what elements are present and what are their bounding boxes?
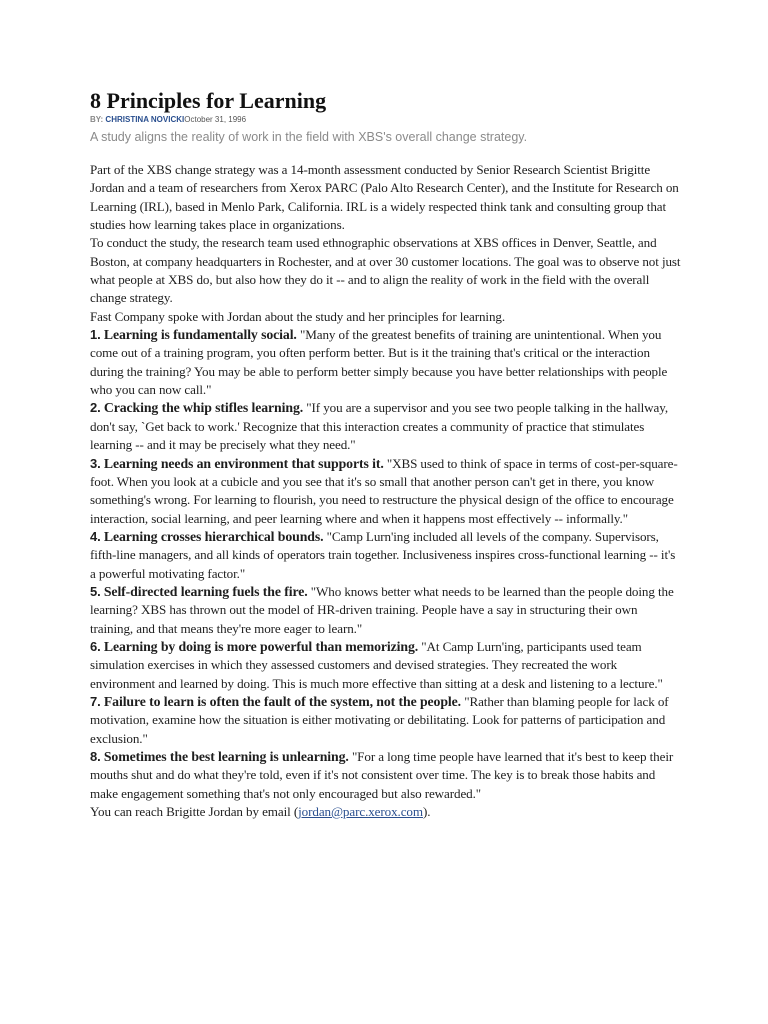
principle-number: 6.: [90, 638, 101, 654]
principle-number: 3.: [90, 455, 101, 471]
principle-item: [90, 326, 682, 399]
principle-heading: Learning needs an environment that supports it.: [103, 455, 384, 471]
principle-number: 8.: [90, 749, 101, 764]
article-dek: A study aligns the reality of work in the field with XBS's overall change strategy.: [90, 130, 528, 144]
principle-text: "At Camp Lurn'ing, participants used team simulation exercises in which they assessed customers and devised strategies. They recreated the work environment and learned by doing. This is much more effective than sitting at a desk and listening to a lecture.": [90, 638, 663, 691]
principle-number: 2.: [90, 400, 101, 416]
article-body: [90, 161, 682, 821]
contact-prefix: You can reach Brigitte Jordan by email (: [90, 804, 299, 820]
principle-text: "For a long time people have learned that it's best to keep their mouths shut and do what they're told, even if it's not consistent over time. The key is to break those habits and make engagement something that's not only encouraged but also rewarded.": [90, 749, 674, 801]
principle-text: "XBS used to think of space in terms of cost-per-square-foot. When you look at a cubicle and you see that it's so small that another person can't get in there, you know something's wrong. For learning to flourish, you need to restructure the physical design of the office to encourage interaction, social learning, and peer learning where and when it happens most effectively -- informally.": [90, 455, 678, 526]
principle-heading: Failure to learn is often the fault of the system, not the people.: [103, 693, 462, 709]
article: [90, 88, 682, 821]
principle-text: "Camp Lurn'ing included all levels of the company. Supervisors, fifth-line managers, and all kinds of operators train together. Inclusiveness inspires cross-functional learning -- it's a powerful motivating factor.": [90, 528, 676, 581]
email-link[interactable]: jordan@parc.xerox.com: [298, 804, 423, 820]
principle-text: "Many of the greatest benefits of training are unintentional. When you come out of a training program, you often perform better. But is it the training that's critical or the interaction during the training? You may be able to perform better simply because you have better relationships with people who you can now call.": [90, 327, 668, 398]
author-link[interactable]: CHRISTINA NOVICKI: [105, 115, 185, 124]
principle-heading: Learning is fundamentally social.: [103, 327, 297, 343]
intro-paragraph: Part of the XBS change strategy was a 14-month assessment conducted by Senior Research Scientist Brigitte Jordan and a team of researchers from Xerox PARC (Palo Alto Research Center), and the Institute for Research on Learning (IRL), based in Menlo Park, California. IRL is a widely respected think tank and consulting group that studies how learning takes place in organizations.: [90, 162, 679, 233]
principle-item: [90, 583, 682, 638]
intro-paragraph: To conduct the study, the research team used ethnographic observations at XBS offices in Denver, Seattle, and Boston, at company headquarters in Rochester, and at over 30 customer locations. The goal was to observe not just what people at XBS do, but also how they do it -- and to align the reality of work in the field with the overall change strategy.: [90, 235, 681, 306]
principle-heading: Learning by doing is more powerful than memorizing.: [103, 638, 419, 654]
byline-label: BY:: [90, 115, 104, 124]
principle-heading: Sometimes the best learning is unlearning.: [103, 749, 349, 764]
principle-number: 7.: [90, 693, 101, 709]
principle-number: 5.: [90, 583, 101, 599]
principle-number: 4.: [90, 528, 101, 544]
byline: [90, 114, 682, 125]
intro-paragraph: Fast Company spoke with Jordan about the study and her principles for learning.: [90, 308, 506, 324]
principle-item: [90, 748, 682, 803]
principle-text: "If you are a supervisor and you see two people talking in the hallway, don't say, `Get back to work.' Recognize that this interaction creates a community of practice that stimulates learning -- and it may be precisely what they need.": [90, 400, 668, 453]
contact-suffix: ).: [422, 804, 431, 820]
principle-item: [90, 528, 682, 583]
contact-line: [90, 803, 682, 821]
principle-heading: Self-directed learning fuels the fire.: [103, 583, 308, 599]
principle-item: [90, 693, 682, 748]
principle-text: "Rather than blaming people for lack of motivation, examine how the situation is either motivating or debilitating. Look for patterns of participation and exclusion.": [90, 693, 669, 746]
principle-item: [90, 638, 682, 693]
principle-heading: Cracking the whip stifles learning.: [103, 400, 304, 416]
publish-date: October 31, 1996: [184, 115, 247, 124]
principle-number: 1.: [90, 327, 101, 343]
principle-item: [90, 399, 682, 454]
principle-heading: Learning crosses hierarchical bounds.: [103, 528, 324, 544]
article-title: 8 Principles for Learning: [90, 88, 327, 113]
principle-item: [90, 455, 682, 528]
principle-text: "Who knows better what needs to be learned than the people doing the learning? XBS has thrown out the model of HR-driven training. People have a say in structuring their own training, and that means they're more eager to learn.": [90, 583, 674, 636]
